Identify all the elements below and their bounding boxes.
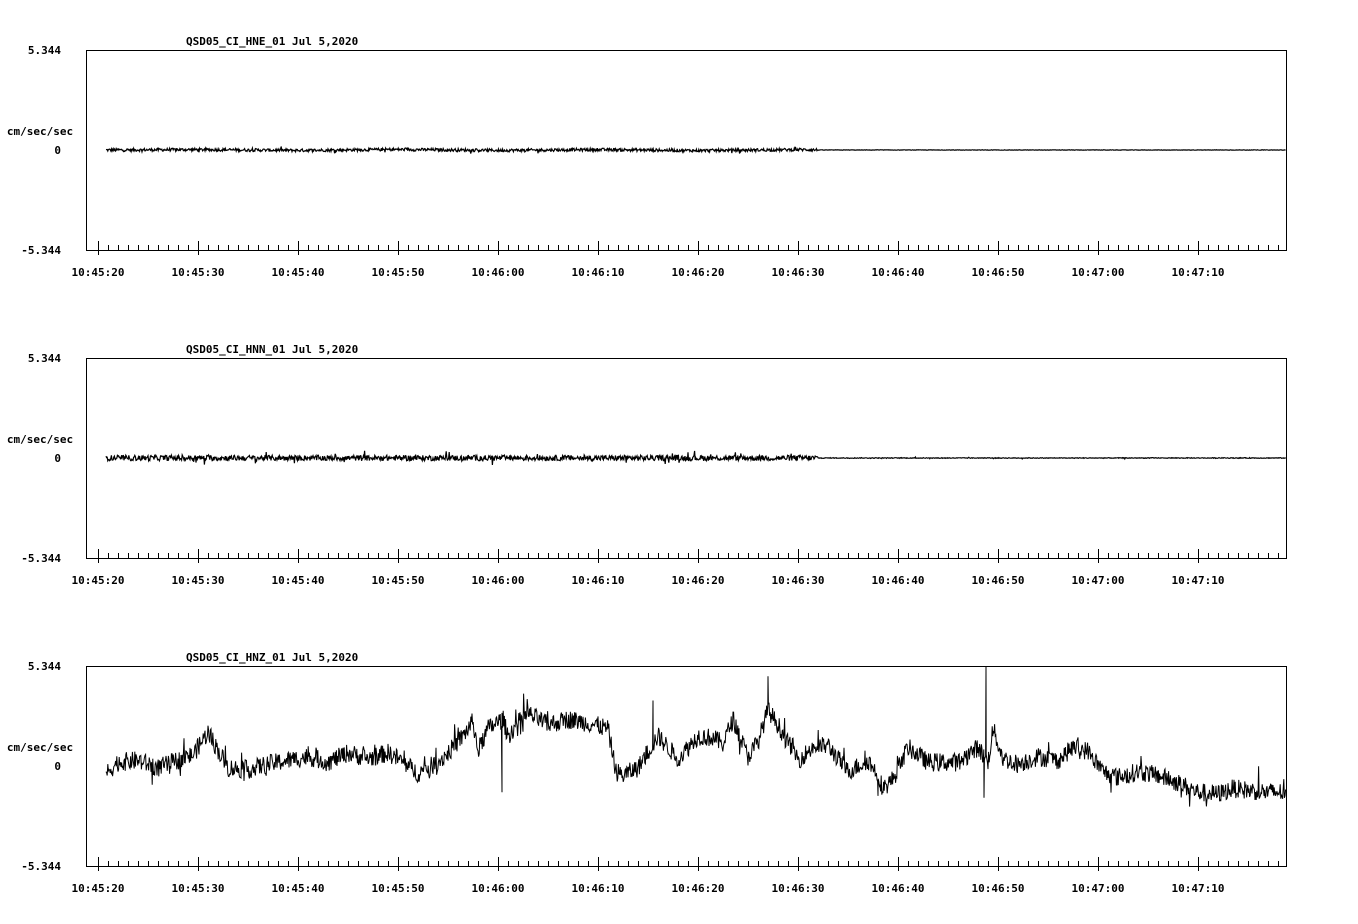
x-tick-label: 10:47:00 <box>1071 574 1125 587</box>
x-tick-label: 10:46:50 <box>971 574 1025 587</box>
x-tick-label: 10:47:00 <box>1071 882 1125 895</box>
y-tick-label-zero: 0 <box>54 760 61 773</box>
x-tick-label: 10:46:00 <box>471 882 525 895</box>
x-tick-label: 10:45:40 <box>271 882 325 895</box>
x-tick-label: 10:47:10 <box>1171 266 1225 279</box>
y-tick-label-top: 5.344 <box>27 660 61 673</box>
x-tick-label: 10:47:00 <box>1071 266 1125 279</box>
x-tick-label: 10:47:10 <box>1171 882 1225 895</box>
x-tick-label: 10:46:10 <box>571 882 625 895</box>
chart-title: QSD05_CI_HNN_01 Jul 5,2020 <box>186 343 359 356</box>
x-tick-label: 10:46:10 <box>571 266 625 279</box>
x-tick-label: 10:46:10 <box>571 574 625 587</box>
y-tick-label-top: 5.344 <box>27 352 61 365</box>
y-tick-label-zero: 0 <box>54 144 61 157</box>
x-tick-label: 10:46:00 <box>471 266 525 279</box>
series-trace <box>106 147 1286 154</box>
x-tick-label: 10:45:20 <box>71 574 125 587</box>
y-tick-label-bottom: -5.344 <box>21 244 61 257</box>
x-tick-label: 10:46:30 <box>771 574 825 587</box>
x-tick-label: 10:46:30 <box>771 266 825 279</box>
series-trace <box>106 451 1286 465</box>
x-tick-label: 10:46:20 <box>671 574 725 587</box>
x-tick-label: 10:46:30 <box>771 882 825 895</box>
x-tick-label: 10:47:10 <box>1171 574 1225 587</box>
y-tick-label-top: 5.344 <box>27 44 61 57</box>
y-axis-label: cm/sec/sec <box>6 125 74 138</box>
x-tick-label: 10:46:20 <box>671 882 725 895</box>
x-tick-label: 10:46:50 <box>971 882 1025 895</box>
chart-panel-1 <box>7 35 1287 279</box>
x-tick-label: 10:46:20 <box>671 266 725 279</box>
x-tick-label: 10:45:30 <box>171 882 225 895</box>
y-tick-label-bottom: -5.344 <box>21 552 61 565</box>
chart-panel-3 <box>7 651 1287 895</box>
x-tick-label: 10:45:40 <box>271 266 325 279</box>
x-tick-label: 10:45:20 <box>71 266 125 279</box>
x-tick-label: 10:45:20 <box>71 882 125 895</box>
x-tick-label: 10:46:40 <box>871 574 925 587</box>
y-axis-label: cm/sec/sec <box>6 741 74 754</box>
y-tick-label-zero: 0 <box>54 452 61 465</box>
x-tick-label: 10:45:50 <box>371 574 425 587</box>
x-tick-label: 10:46:40 <box>871 266 925 279</box>
x-tick-label: 10:46:50 <box>971 266 1025 279</box>
x-tick-label: 10:46:00 <box>471 574 525 587</box>
x-tick-label: 10:45:50 <box>371 882 425 895</box>
series-trace <box>106 667 1286 807</box>
chart-title: QSD05_CI_HNZ_01 Jul 5,2020 <box>186 651 359 664</box>
x-tick-label: 10:45:30 <box>171 574 225 587</box>
x-tick-label: 10:45:30 <box>171 266 225 279</box>
x-tick-label: 10:46:40 <box>871 882 925 895</box>
y-axis-label: cm/sec/sec <box>6 433 74 446</box>
x-tick-label: 10:45:40 <box>271 574 325 587</box>
chart-panel-2 <box>7 343 1287 587</box>
chart-title: QSD05_CI_HNE_01 Jul 5,2020 <box>186 35 359 48</box>
x-tick-label: 10:45:50 <box>371 266 425 279</box>
y-tick-label-bottom: -5.344 <box>21 860 61 873</box>
